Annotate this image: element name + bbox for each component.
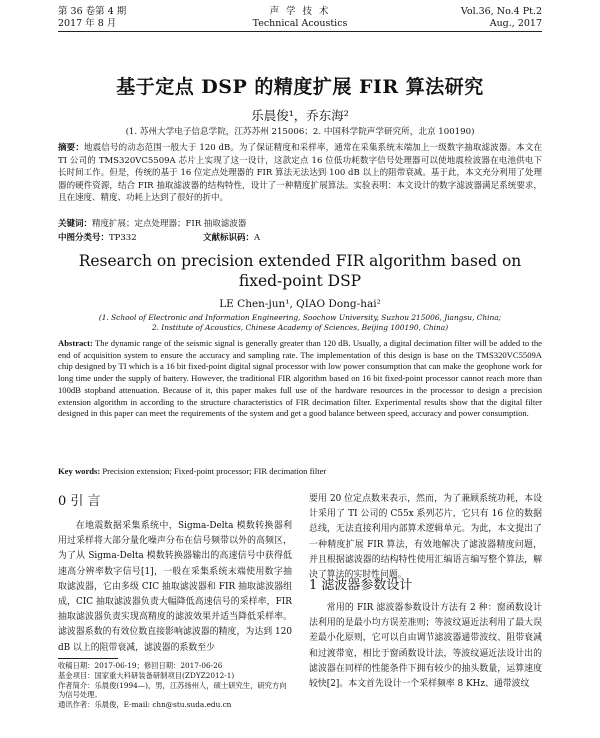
cn-authors: 乐晨俊¹，乔东海² (251, 108, 349, 123)
en-title-line1: Research on precision extended FIR algorithm based on (78, 252, 522, 270)
en-abstract (58, 338, 542, 420)
en-affiliation-2: 2. Institute of Acoustics, Chinese Academy of Sciences, Beijing 100190, China) (151, 323, 449, 332)
en-abstract-text: The dynamic range of the seismic signal is generally greater than 120 dB. Usually, a digital decimation filter will be added to the end of acquisition system to ensure the accuracy and sampling rate. The implementation of this design is base on the TMS320VC5509A chip designed by TI which is a 16 bit fixed-point digital signal processor with low power consumption that can make the geophone work for long time under the supply of battery. However, the traditional FIR algorithm based on 16 bit fixed-point processor cannot reach more than 100dB stopband attenuation. Because of it, this paper makes full use of the hardware resources in the processor to design a precision extension algorithm in according to the structure characteristics of FIR decimation filter. Experimental results show that the digital filter designed in this paper can meet the requirements of the system and get a good balance between speed, accuracy and power consumption. (58, 338, 542, 419)
cn-doc-code (203, 232, 260, 245)
en-title-line2: fixed-point DSP (238, 272, 362, 290)
cn-affiliation: (1. 苏州大学电子信息学院，江苏苏州 215006；2. 中国科学院声学研究所，北京 100190) (125, 127, 475, 137)
footnote-corresponding: 通讯作者：乐晨俊，E-mail: chn@stu.suda.edu.cn (58, 700, 232, 710)
journal-date: 2017 年 8 月 (58, 18, 117, 29)
cn-title: 基于定点 DSP 的精度扩展 FIR 算法研究 (116, 76, 484, 98)
intro-heading: 0 引 言 (58, 494, 101, 509)
section1-heading: 1 滤波器参数设计 (309, 578, 413, 593)
cn-keywords-label: 关键词： (58, 219, 93, 229)
right-col-paragraph: 要用 20 位定点数来表示，然而，为了兼顾系统功耗，本设计采用了 TI 公司的 C55x 系列芯片，它只有 16 位的数据总线，无法直接利用内部算术逻辑单元。为此，本文提出了一种精度扩展 FIR 算法，有效地解决了滤波器精度问题，并且根据滤波器的结构特性使用汇编语言编写整个算法，解决了算法的实时性问题。 (309, 494, 542, 581)
intro-paragraph: 在地震数据采集系统中，Sigma-Delta 模数转换器利用过采样将大部分量化噪声分布在信号频带以外的高频区，为了从 Sigma-Delta 模数转换器输出的高速信号中获得低速高分辨率数字信号[1]，一般在采集系统末端使用数字抽取滤波器，它由多级 CIC 抽取滤波器和 FIR 抽取滤波器组成，CIC 抽取滤波器负责大幅降低高速信号的采样率，FIR 抽取滤波器负责实现高精度的滤波效果并适当降低采样率。滤波器系数的有效位数直接影响滤波器的精度，为达到 120 dB 以上的阻带衰减，滤波器的系数至少 (58, 521, 292, 653)
cn-keywords-text: 精度扩展；定点处理器；FIR 抽取滤波器 (92, 219, 247, 229)
footnote-rule (58, 658, 118, 659)
cn-abstract (58, 142, 542, 205)
cn-clc (58, 232, 137, 245)
cn-abstract-label: 摘要： (58, 143, 84, 153)
en-authors: LE Chen-jun¹, QIAO Dong-hai² (219, 298, 381, 310)
journal-issue: 第 36 卷第 4 期 (58, 6, 127, 17)
journal-name-en: Technical Acoustics (252, 18, 348, 29)
header-rule (58, 31, 542, 32)
cn-clc-value: TP332 (109, 233, 137, 243)
journal-name-cn: 声 学 技 术 (269, 6, 331, 17)
footnote-received: 收稿日期：2017-06-19；修回日期：2017-06-26 (58, 661, 223, 670)
volume-info: Vol.36, No.4 Pt.2 (460, 6, 542, 17)
en-abstract-label: Abstract: (58, 338, 93, 348)
en-affiliation-1: (1. School of Electronic and Information Engineering, Soochow University, Suzhou 215006, Jiangsu, China; (98, 313, 502, 322)
en-keywords (58, 466, 542, 478)
en-keywords-text: Precision extension; Fixed-point processor; FIR decimation filter (102, 466, 327, 476)
cn-clc-label: 中图分类号： (58, 233, 110, 243)
cn-abstract-text: 地震信号的动态范围一般大于 120 dB。为了保证精度和采样率，通常在采集系统末端加上一级数字抽取滤波器。本文在 TI 公司的 TMS320VC5509A 芯片上实现了这一设计，这款定点 16 位低功耗数字信号处理器可以使地震检波器在电池供电下长时间工作。但是，传统的基于 16 位定点处理器的 FIR 算法无法达到 100 dB 以上的阻带衰减。基于此，本文充分利用了处理器的硬件资源，结合 FIR 抽取滤波器的结构特性，设计了一种精度扩展算法。实验表明：本文设计的数字滤波器满足系统要求，且在速度、精度、功耗上达到了很好的折中。 (58, 143, 542, 203)
issue-date-en: Aug., 2017 (489, 18, 542, 29)
section1-paragraph: 常用的 FIR 滤波器参数设计方法有 2 种：窗函数设计法利用的是最小均方误差准则；等波纹逼近法利用了最大误差最小化原则，它可以自由调节滤波器通带波纹、阻带衰减和过渡带宽，相比于窗函数设计法，等波纹逼近法设计出的滤波器在同样的性能条件下拥有较少的抽头数量，运算速度较快[2]。本文首先设计一个采样频率 8 KHz、通带波纹 (309, 603, 542, 690)
en-keywords-label: Key words: (58, 466, 101, 476)
footnote-fund: 基金项目：国家重大科研装备研制项目(ZDYZ2012-1) (58, 670, 235, 680)
footnotes (58, 661, 292, 710)
cn-doc-value: A (254, 233, 261, 243)
cn-keywords (58, 218, 542, 231)
en-title (0, 251, 600, 291)
cn-doc-label: 文献标识码： (203, 233, 255, 243)
footnote-author: 作者简介：乐晨俊(1994—)，男，江苏扬州人，硕士研究生，研究方向为信号处理。 (58, 680, 287, 700)
